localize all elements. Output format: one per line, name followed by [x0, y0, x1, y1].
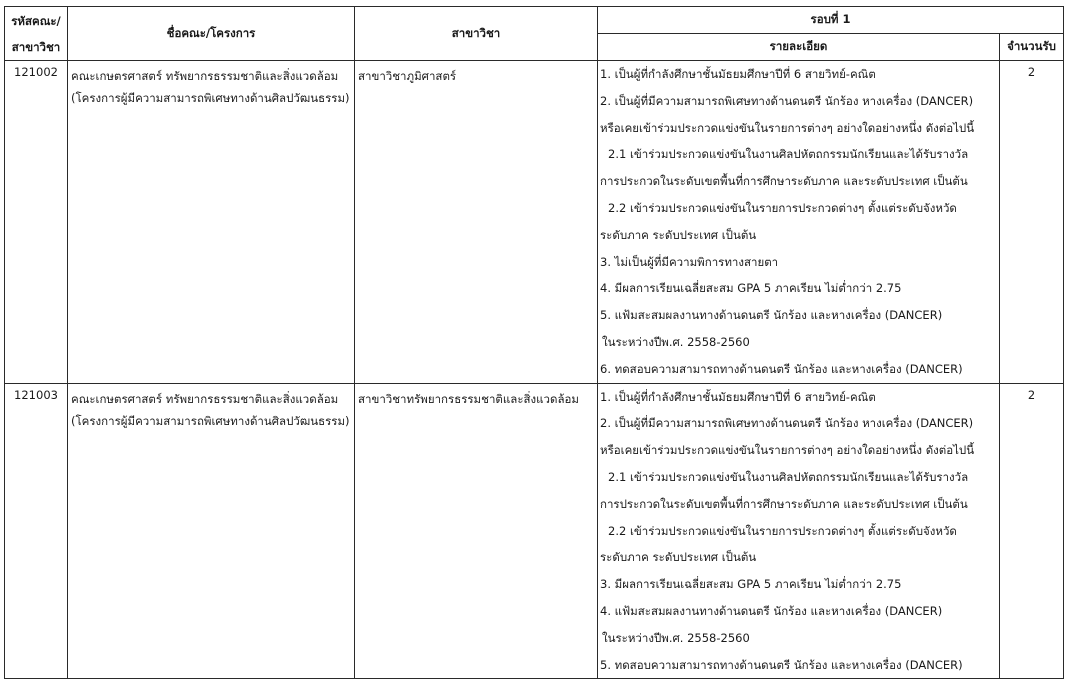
detail-line: การประกวดในระดับเขตพื้นที่การศึกษาระดับภาค และระดับประเทศ เป็นต้น: [600, 496, 968, 511]
detail-line: ระดับภาค ระดับประเทศ เป็นต้น: [600, 550, 757, 565]
detail-line: การประกวดในระดับเขตพื้นที่การศึกษาระดับภาค และระดับประเทศ เป็นต้น: [600, 174, 968, 189]
detail-line: 3. มีผลการเรียนเฉลี่ยสะสม GPA 5 ภาคเรียน ไม่ต่ำกว่า 2.75: [600, 577, 902, 592]
detail-line: หรือเคยเข้าร่วมประกวดแข่งขันในรายการต่างๆ อย่างใดอย่างหนึ่ง ดังต่อไปนี้: [600, 120, 975, 135]
detail-line: 5. แฟ้มสะสมผลงานทางด้านดนตรี นักร้อง และหางเครื่อง (DANCER): [600, 308, 943, 323]
detail-line: 2.2 เข้าร่วมประกวดแข่งขันในรายการประกวดต่างๆ ตั้งแต่ระดับจังหวัด: [608, 523, 957, 538]
header-detail: รายละเอียด: [598, 34, 1000, 61]
table-row: [5, 61, 1064, 384]
header-round: รอบที่ 1: [598, 7, 1064, 34]
detail-line: 1. เป็นผู้ที่กำลังศึกษาชั้นมัธยมศึกษาปีที่ 6 สายวิทย์-คณิต: [600, 389, 876, 404]
header-row-1: [5, 7, 1064, 34]
admission-table: [4, 6, 1064, 679]
row-major: สาขาวิชาทรัพยากรธรรมชาติและสิ่งแวดล้อม: [355, 383, 598, 679]
header-code-line-1: รหัสคณะ/: [11, 13, 61, 28]
header-major: สาขาวิชา: [355, 7, 598, 61]
faculty-line: คณะเกษตรศาสตร์ ทรัพยากรธรรมชาติและสิ่งแวดล้อม: [71, 391, 339, 406]
header-code: [5, 7, 68, 61]
row-code: 121002: [5, 61, 68, 384]
detail-line: 6. ทดสอบความสามารถทางด้านดนตรี นักร้อง และหางเครื่อง (DANCER): [600, 361, 963, 376]
header-code-line-2: สาขาวิชา: [11, 39, 61, 54]
detail-line: 2.1 เข้าร่วมประกวดแข่งขันในงานศิลปหัตถกรรมนักเรียนและได้รับรางวัล: [608, 147, 969, 162]
detail-line: ในระหว่างปีพ.ศ. 2558-2560: [602, 334, 750, 349]
faculty-line: (โครงการผู้มีความสามารถพิเศษทางด้านศิลปวัฒนธรรม): [71, 413, 350, 428]
faculty-line: คณะเกษตรศาสตร์ ทรัพยากรธรรมชาติและสิ่งแวดล้อม: [71, 69, 339, 83]
faculty-line: (โครงการผู้มีความสามารถพิเศษทางด้านศิลปวัฒนธรรม): [71, 91, 350, 105]
header-quota: จำนวนรับ: [1000, 34, 1064, 61]
detail-line: 2.1 เข้าร่วมประกวดแข่งขันในงานศิลปหัตถกรรมนักเรียนและได้รับรางวัล: [608, 469, 969, 484]
detail-line: 2. เป็นผู้ที่มีความสามารถพิเศษทางด้านดนตรี นักร้อง หางเครื่อง (DANCER): [600, 93, 974, 108]
detail-line: 2. เป็นผู้ที่มีความสามารถพิเศษทางด้านดนตรี นักร้อง หางเครื่อง (DANCER): [600, 416, 974, 431]
detail-line: 1. เป็นผู้ที่กำลังศึกษาชั้นมัธยมศึกษาปีที่ 6 สายวิทย์-คณิต: [600, 67, 876, 81]
row-details: [598, 61, 1000, 384]
detail-line: ระดับภาค ระดับประเทศ เป็นต้น: [600, 227, 757, 242]
detail-line: 4. มีผลการเรียนเฉลี่ยสะสม GPA 5 ภาคเรียน ไม่ต่ำกว่า 2.75: [600, 281, 902, 296]
row-quota: 2: [1000, 61, 1064, 384]
row-faculty: [68, 383, 355, 679]
row-major: สาขาวิชาภูมิศาสตร์: [355, 61, 598, 384]
detail-line: 5. ทดสอบความสามารถทางด้านดนตรี นักร้อง และหางเครื่อง (DANCER): [600, 657, 963, 672]
detail-line: 2.2 เข้าร่วมประกวดแข่งขันในรายการประกวดต่างๆ ตั้งแต่ระดับจังหวัด: [608, 200, 957, 215]
table-row: [5, 383, 1064, 679]
row-code: 121003: [5, 383, 68, 679]
detail-line: ในระหว่างปีพ.ศ. 2558-2560: [602, 630, 750, 645]
row-details: [598, 383, 1000, 679]
row-quota: 2: [1000, 383, 1064, 679]
detail-line: หรือเคยเข้าร่วมประกวดแข่งขันในรายการต่างๆ อย่างใดอย่างหนึ่ง ดังต่อไปนี้: [600, 443, 975, 458]
header-faculty: ชื่อคณะ/โครงการ: [68, 7, 355, 61]
detail-line: 4. แฟ้มสะสมผลงานทางด้านดนตรี นักร้อง และหางเครื่อง (DANCER): [600, 603, 943, 618]
detail-line: 3. ไม่เป็นผู้ที่มีความพิการทางสายตา: [600, 254, 779, 269]
row-faculty: [68, 61, 355, 384]
